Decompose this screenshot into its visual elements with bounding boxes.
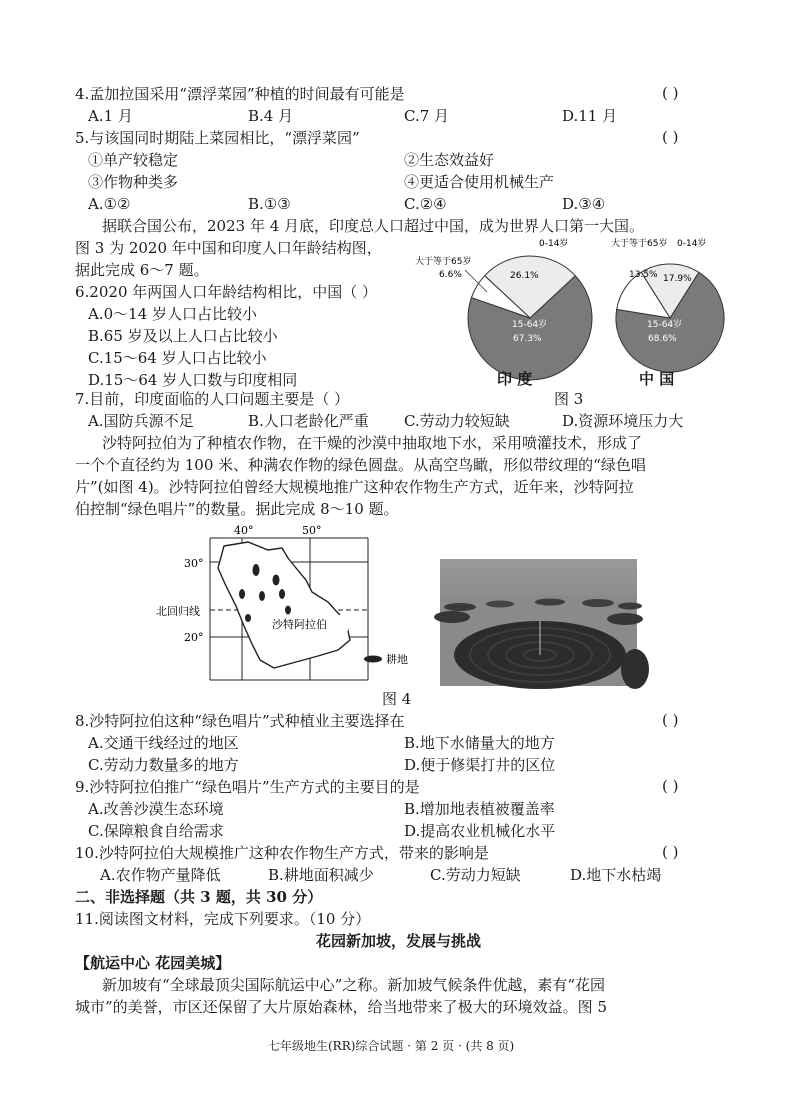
country-label: 沙特阿拉伯 — [272, 618, 327, 631]
china-young-label: 0-14岁 — [677, 239, 707, 249]
q10-answer-paren: ( ) — [662, 843, 679, 861]
farmland-patch — [245, 614, 251, 622]
india-pie-name: 印 度 — [497, 370, 533, 388]
farmland-patch — [285, 606, 291, 615]
latitude-20-label: 20° — [184, 631, 204, 644]
q8-answer-paren: ( ) — [662, 711, 679, 729]
intro67-line3: 据此完成 6～7 题。 — [75, 261, 209, 279]
green-record-farmland-photo — [440, 559, 637, 686]
q4-option-a: A.1 月 — [88, 107, 133, 125]
farmland-patch — [239, 589, 245, 599]
q11-subheading: 【航运中心 花园美城】 — [75, 954, 231, 972]
saudi-arabia-outline — [218, 542, 350, 668]
q4-stem: 4.孟加拉国采用“漂浮菜园”种植的时间最有可能是 — [75, 85, 405, 103]
latitude-30-label: 30° — [184, 557, 204, 570]
pie-india — [415, 237, 592, 380]
india-old-value: 6.6% — [439, 270, 462, 280]
q4-answer-paren: ( ) — [662, 84, 679, 102]
q10-option-d: D.地下水枯竭 — [570, 866, 662, 884]
q7-option-a: A.国防兵源不足 — [88, 412, 194, 430]
q6-option-a: A.0～14 岁人口占比较小 — [88, 305, 257, 323]
intro67-line2: 图 3 为 2020 年中国和印度人口年龄结构图， — [75, 239, 382, 257]
section-2-heading: 二、非选择题（共 3 题，共 30 分） — [75, 888, 323, 906]
legend-farmland-label: 耕地 — [386, 653, 408, 666]
q11-line2: 城市”的美誉，市区还保留了大片原始森林，给当地带来了极大的环境效益。图 5 — [75, 998, 607, 1016]
q5-option-d: D.③④ — [562, 195, 606, 213]
china-mid-value: 68.6% — [648, 334, 677, 344]
india-young-label: 0-14岁 — [539, 239, 569, 249]
q5-answer-paren: ( ) — [662, 128, 679, 146]
q4-option-c: C.7 月 — [404, 107, 450, 125]
q5-item-3: ③作物种类多 — [88, 173, 179, 191]
q5-item-1: ①单产较稳定 — [88, 151, 179, 169]
q11-line1: 新加坡有“全球最顶尖国际航运中心”之称。新加坡气候条件优越，素有“花园 — [102, 976, 606, 994]
intro810-line3: 片”(如图 4)。沙特阿拉伯曾经大规模地推广这种农作物生产方式，近年来，沙特阿拉 — [75, 478, 634, 496]
q5-option-a: A.①② — [88, 195, 131, 213]
q10-option-b: B.耕地面积减少 — [268, 866, 374, 884]
intro810-line4: 伯控制“绿色唱片”的数量。据此完成 8～10 题。 — [75, 500, 399, 518]
legend-farmland-icon — [364, 656, 382, 663]
longitude-50-label: 50° — [302, 524, 322, 537]
q6-option-c: C.15～64 岁人口占比较小 — [88, 349, 267, 367]
q7-stem: 7.目前，印度面临的人口问题主要是（ ） — [75, 390, 350, 408]
q6-stem: 6.2020 年两国人口年龄结构相比，中国（ ） — [75, 283, 378, 301]
longitude-40-label: 40° — [234, 524, 254, 537]
figure-4-map — [156, 522, 418, 692]
china-young-value: 17.9% — [663, 274, 692, 284]
china-old-label: 大于等于65岁 — [611, 239, 668, 249]
q10-option-c: C.劳动力短缺 — [430, 866, 521, 884]
q9-answer-paren: ( ) — [662, 777, 679, 795]
tropic-of-cancer-label: 北回归线 — [156, 605, 200, 618]
q10-stem: 10.沙特阿拉伯大规模推广这种农作物生产方式，带来的影响是 — [75, 844, 489, 862]
china-mid-label: 15-64岁 — [647, 320, 683, 330]
figure-3-pie-charts — [405, 232, 725, 412]
china-pie-name: 中 国 — [639, 370, 675, 388]
farmland-patch — [259, 591, 265, 601]
intro810-line2: 一个个直径约为 100 米、种满农作物的绿色圆盘。从高空鸟瞰，形似带纹理的“绿色唱 — [75, 456, 646, 474]
q5-item-4: ④更适合使用机械生产 — [404, 173, 555, 191]
figure-4-caption: 图 4 — [382, 690, 412, 708]
india-young-value: 26.1% — [510, 271, 539, 281]
q6-option-b: B.65 岁及以上人口占比较小 — [88, 327, 278, 345]
q4-option-b: B.4 月 — [248, 107, 294, 125]
intro810-line1: 沙特阿拉伯为了种植农作物，在干燥的沙漠中抽取地下水，采用喷灌技术，形成了 — [102, 434, 643, 452]
india-mid-label: 15-64岁 — [512, 320, 548, 330]
india-old-label: 大于等于65岁 — [415, 257, 472, 267]
q5-option-c: C.②④ — [404, 195, 447, 213]
farmland-patch — [279, 589, 285, 599]
q9-option-d: D.提高农业机械化水平 — [404, 822, 556, 840]
farmland-patch — [253, 564, 260, 576]
q4-option-d: D.11 月 — [562, 107, 618, 125]
q8-option-d: D.便于修渠打井的区位 — [404, 756, 556, 774]
q7-option-c: C.劳动力较短缺 — [404, 412, 510, 430]
q5-item-2: ②生态效益好 — [404, 151, 495, 169]
india-mid-value: 67.3% — [513, 334, 542, 344]
q7-option-d: D.资源环境压力大 — [562, 412, 684, 430]
q9-option-c: C.保障粮食自给需求 — [88, 822, 224, 840]
q5-stem: 5.与该国同时期陆上菜园相比，“漂浮菜园” — [75, 129, 360, 147]
q5-option-b: B.①③ — [248, 195, 291, 213]
q8-option-a: A.交通干线经过的地区 — [88, 734, 239, 752]
intro67-line1: 据联合国公布，2023 年 4 月底，印度总人口超过中国，成为世界人口第一大国。 — [102, 217, 645, 235]
q10-option-a: A.农作物产量降低 — [100, 866, 221, 884]
china-old-value: 13.5% — [629, 270, 658, 280]
q11-stem: 11.阅读图文材料，完成下列要求。（10 分） — [75, 910, 371, 928]
q8-option-b: B.地下水储量大的地方 — [404, 734, 555, 752]
q11-material-title: 花园新加坡，发展与挑战 — [316, 932, 482, 950]
farmland-patch — [273, 575, 280, 586]
pie-china — [611, 237, 724, 372]
q9-option-a: A.改善沙漠生态环境 — [88, 800, 224, 818]
q8-option-c: C.劳动力数量多的地方 — [88, 756, 239, 774]
figure-3-caption: 图 3 — [554, 390, 584, 408]
page-footer: 七年级地生(RR)综合试题 · 第 2 页 · (共 8 页) — [268, 1039, 515, 1053]
q6-option-d: D.15～64 岁人口数与印度相同 — [88, 371, 298, 389]
q8-stem: 8.沙特阿拉伯这种“绿色唱片”式种植业主要选择在 — [75, 712, 405, 730]
q9-option-b: B.增加地表植被覆盖率 — [404, 800, 555, 818]
q7-option-b: B.人口老龄化严重 — [248, 412, 369, 430]
q9-stem: 9.沙特阿拉伯推广“绿色唱片”生产方式的主要目的是 — [75, 778, 420, 796]
